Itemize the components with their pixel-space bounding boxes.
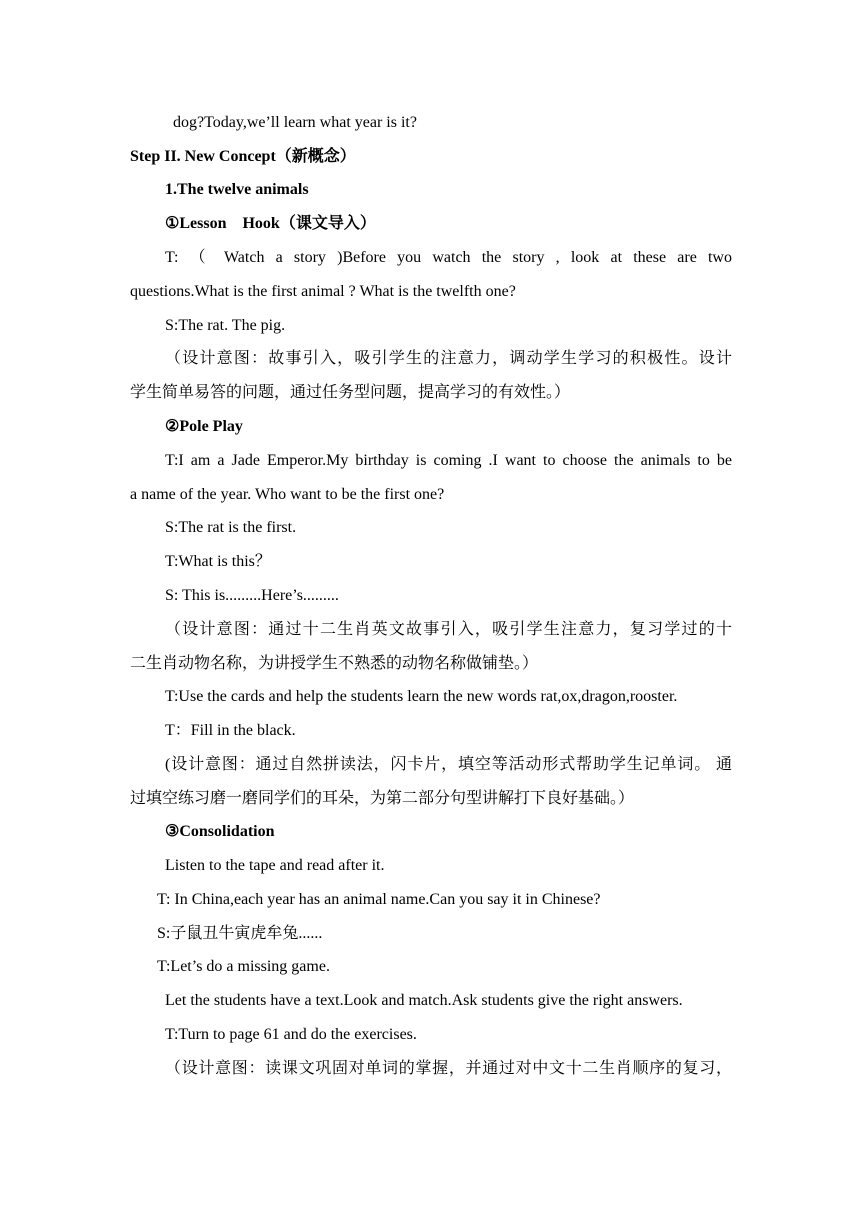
text-line: a name of the year. Who want to be the first one?	[130, 486, 445, 503]
text-line: T:Turn to page 61 and do the exercises.	[165, 1026, 417, 1043]
text-line: dog?Today,we’ll learn what year is it?	[173, 114, 417, 131]
text-line: S: This is.........Here’s.........	[165, 587, 339, 604]
text-line: T:I am a Jade Emperor.My birthday is coming .I want to choose the animals to be	[165, 452, 732, 469]
text-line: T:What is this？	[165, 553, 271, 570]
design-note: 学生简单易答的问题，通过任务型问题，提高学习的有效性。）	[130, 384, 571, 401]
text-line: T: （ Watch a story )Before you watch the story , look at these are two	[165, 249, 732, 266]
text-line: T:Let’s do a missing game.	[157, 958, 330, 975]
text-line: T：Fill in the black.	[165, 722, 296, 739]
design-note: （设计意图：通过十二生肖英文故事引入，吸引学生注意力，复习学过的十	[165, 621, 732, 638]
text-line: Let the students have a text.Look and match.Ask students give the right answers.	[165, 992, 683, 1009]
text-line: Listen to the tape and read after it.	[165, 857, 385, 874]
section-heading: Step II. New Concept（新概念）	[130, 148, 356, 165]
design-note: 过填空练习磨一磨同学们的耳朵，为第二部分句型讲解打下良好基础。）	[130, 790, 635, 807]
text-line: S:The rat. The pig.	[165, 317, 286, 334]
subsection-heading: ②Pole Play	[165, 418, 243, 435]
text-line: S:子鼠丑牛寅虎牟兔......	[157, 925, 323, 942]
text-line: T:Use the cards and help the students learn the new words rat,ox,dragon,rooster.	[165, 688, 678, 705]
text-line: S:The rat is the first.	[165, 519, 297, 536]
subsection-heading: 1.The twelve animals	[165, 181, 309, 198]
text-line: T: In China,each year has an animal name.Can you say it in Chinese?	[157, 891, 601, 908]
subsection-heading: ③Consolidation	[165, 823, 275, 840]
subsection-heading: ①Lesson Hook（课文导入）	[165, 215, 376, 232]
text-line: questions.What is the first animal ? What is the twelfth one?	[130, 283, 516, 300]
design-note: （设计意图：读课文巩固对单词的掌握，并通过对中文十二生肖顺序的复习，	[165, 1060, 732, 1077]
design-note: （设计意图：故事引入，吸引学生的注意力，调动学生学习的积极性。设计	[165, 350, 732, 367]
design-note: (设计意图：通过自然拼读法，闪卡片，填空等活动形式帮助学生记单词。 通	[165, 756, 732, 773]
design-note: 二生肖动物名称，为讲授学生不熟悉的动物名称做铺垫。）	[130, 655, 539, 672]
